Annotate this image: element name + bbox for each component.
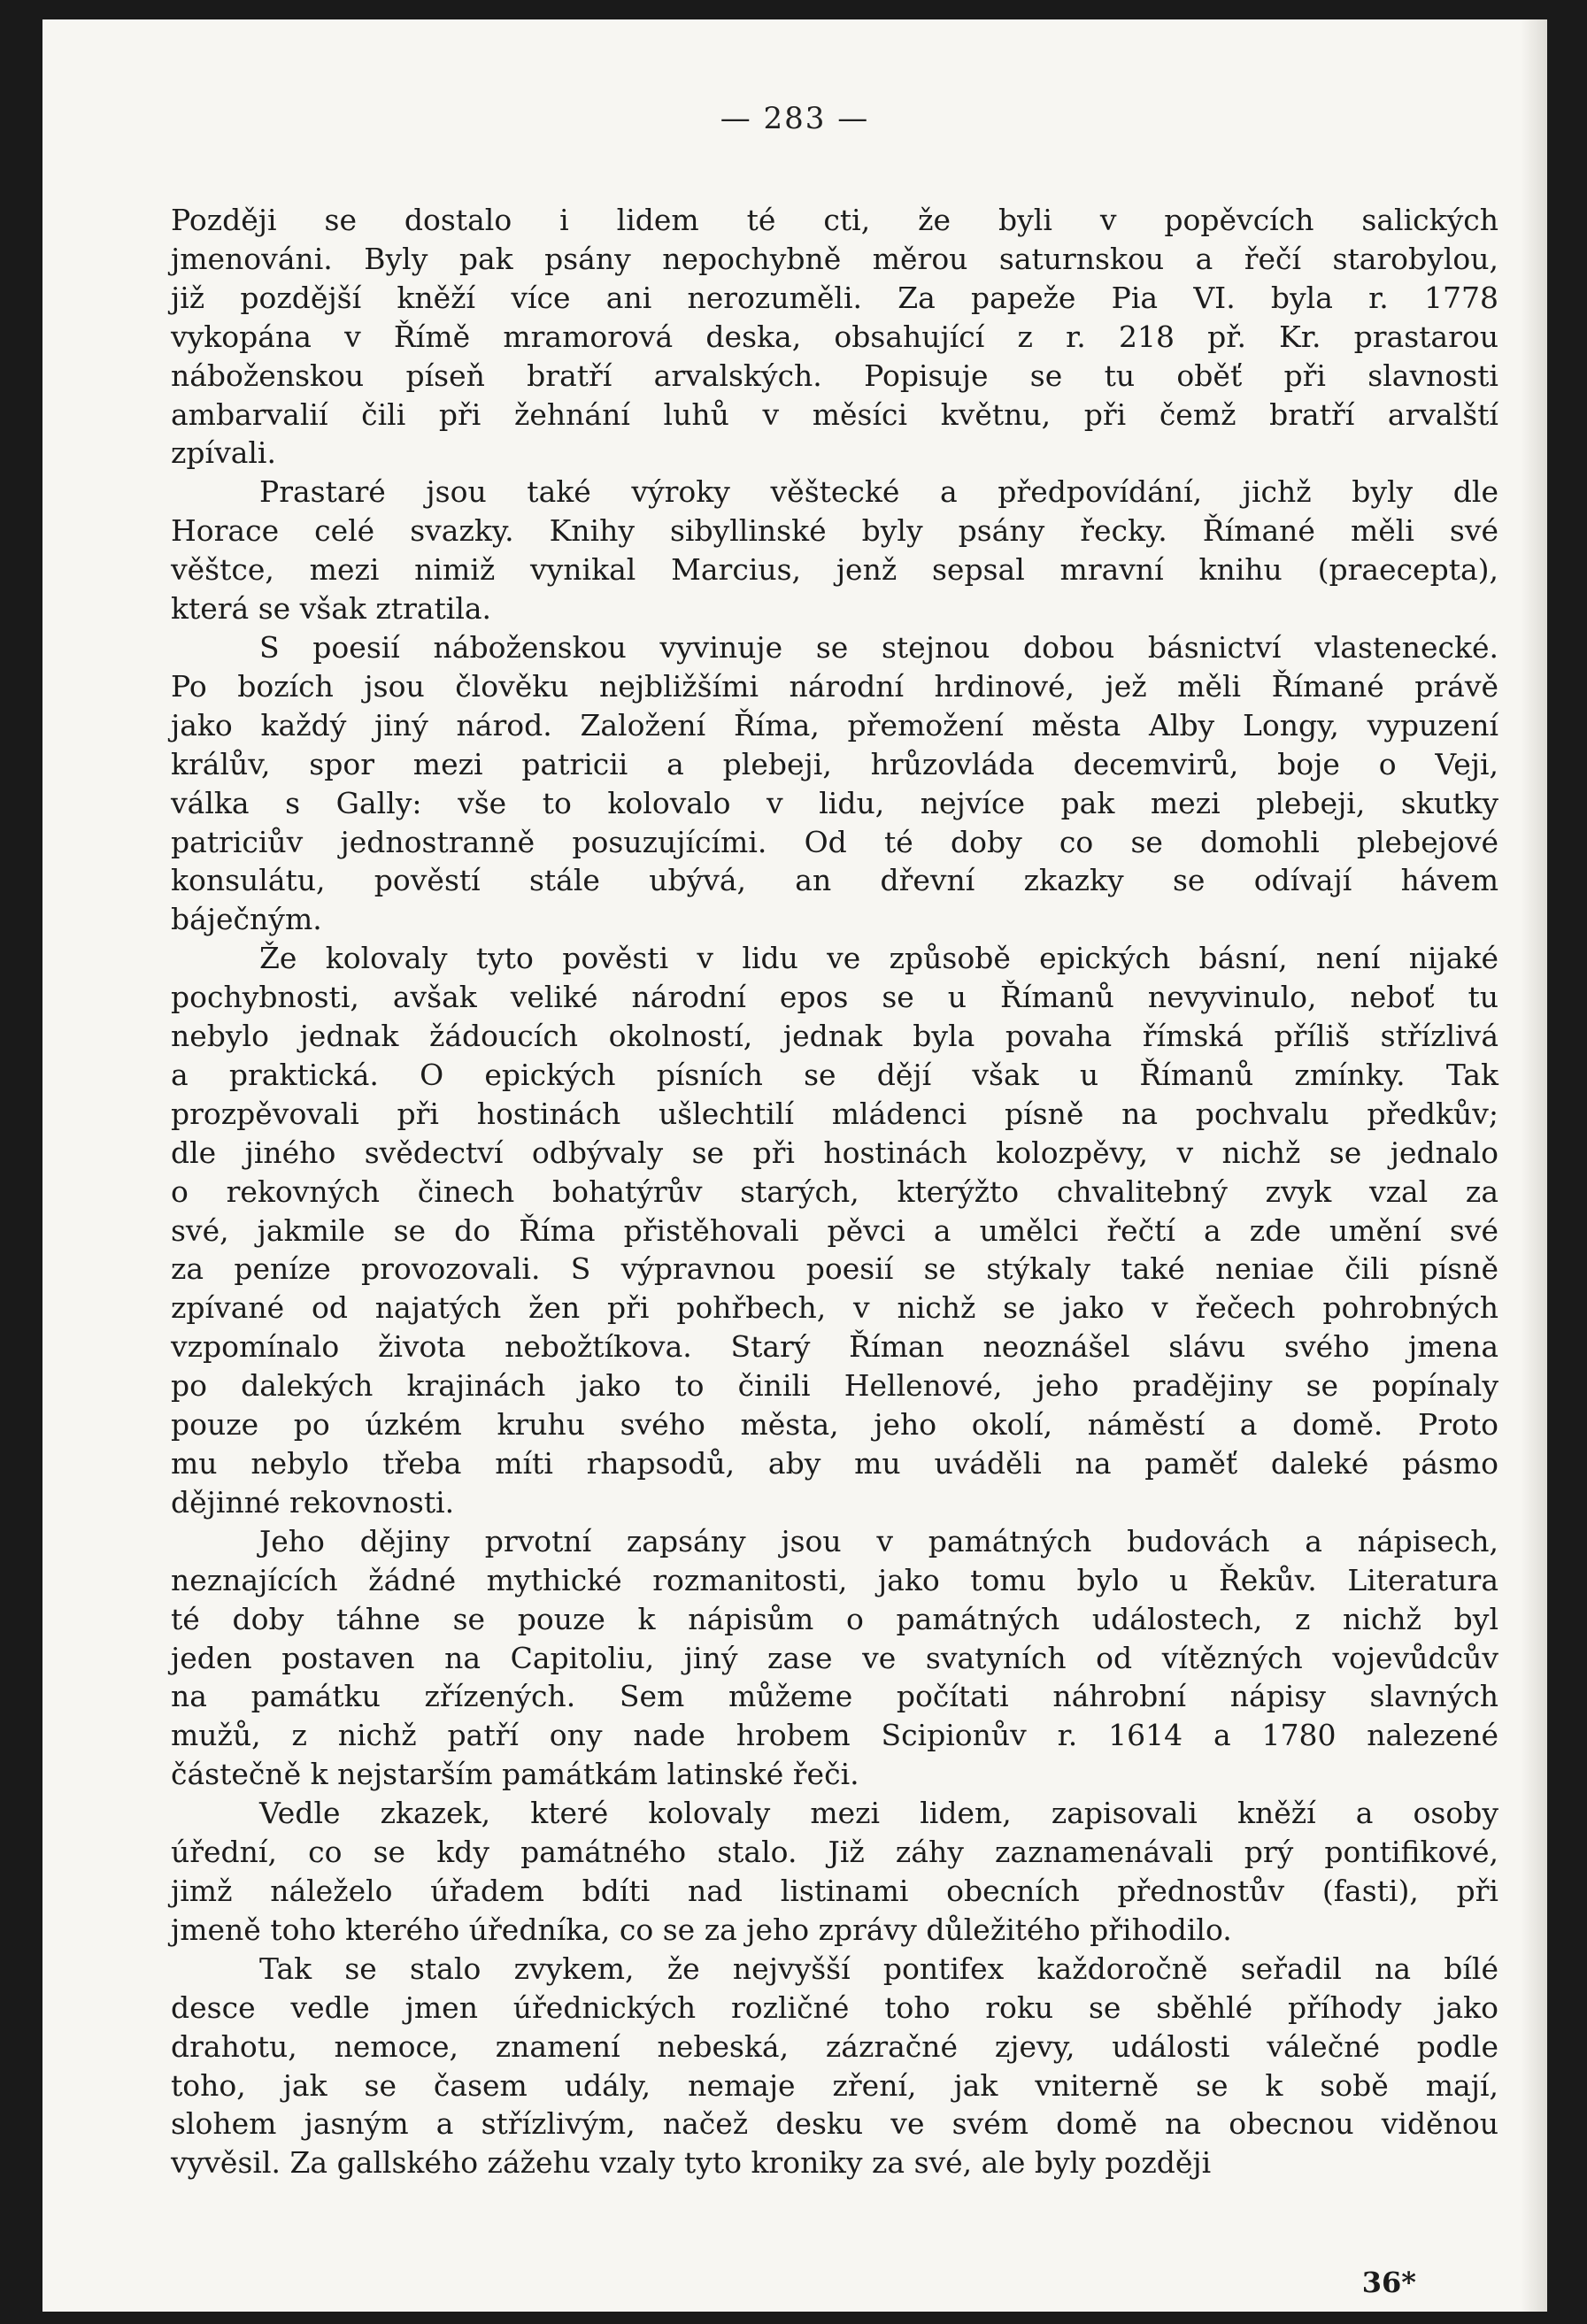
text-line: drahotu, nemoce, znamení nebeská, zázračné zjevy, události válečné podle (171, 2028, 1498, 2064)
text-line: báječným. (171, 902, 322, 937)
text-line: zpívali. (171, 435, 276, 471)
text-line: o rekovných činech bohatýrův starých, kterýžto chvalitebný zvyk vzal za (171, 1174, 1498, 1209)
text-line: vzpomínalo života nebožtíkova. Starý Říman neoznášel slávu svého jmena (171, 1329, 1498, 1365)
text-line: jeden postaven na Capitoliu, jiný zase ve svatyních od vítězných vojevůdcův (171, 1640, 1498, 1675)
paragraph (171, 939, 1498, 1522)
text-line: patriciův jednostranně posuzujícími. Od té doby co se domohli plebejové (171, 824, 1498, 859)
text-line: Prastaré jsou také výroky věštecké a předpovídání, jichž byly dle (259, 474, 1498, 510)
text-line: Později se dostalo i lidem té cti, že byli v popěvcích salických (171, 203, 1498, 237)
paragraph (171, 628, 1498, 939)
text-line: náboženskou píseň bratří arvalských. Popisuje se tu oběť při slavnosti (171, 358, 1498, 393)
text-line: vyvěsil. Za gallského zážehu vzaly tyto kroniky za své, ale byly později (171, 2145, 1212, 2181)
text-line: která se však ztratila. (171, 591, 492, 627)
signature-mark: 36* (1361, 2266, 1416, 2299)
text-line: pouze po úzkém kruhu svého města, jeho okolí, náměstí a domě. Proto (171, 1407, 1498, 1443)
text-line: té doby táhne se pouze k nápisům o památných událostech, z nichž byl (171, 1601, 1498, 1636)
text-line: zpívané od najatých žen při pohřbech, v nichž se jako v řečech pohrobných (171, 1290, 1498, 1326)
paragraph (171, 1794, 1498, 1950)
text-line: jako každý jiný národ. Založení Říma, přemožení města Alby Longy, vypuzení (171, 707, 1498, 743)
text-line: konsulátu, pověstí stále ubývá, an dřevní zkazky se odívají hávem (171, 863, 1498, 898)
text-line: věštce, mezi nimiž vynikal Marcius, jenž sepsal mravní knihu (praecepta), (171, 552, 1498, 588)
text-line: dějinné rekovnosti. (171, 1484, 455, 1520)
text-line: mu nebylo třeba míti rhapsodů, aby mu uváděli na paměť daleké pásmo (171, 1446, 1498, 1481)
paragraph (171, 473, 1498, 628)
text-line: za peníze provozovali. S výpravnou poesií se stýkaly také neniae čili písně (171, 1251, 1498, 1287)
text-line: již pozdější kněží více ani nerozuměli. Za papeže Pia VI. byla r. 1778 (171, 280, 1498, 315)
text-line: a praktická. O epických písních se dějí však u Římanů zmínky. Tak (171, 1057, 1498, 1092)
text-line: Po bozích jsou člověku nejbližšími národní hrdinové, jež měli Římané právě (171, 668, 1498, 704)
paragraph (171, 201, 1498, 473)
page-edge-shadow (1521, 19, 1547, 2312)
book-page (42, 19, 1547, 2312)
page-number: — 283 — (720, 101, 870, 136)
paragraph (171, 1950, 1498, 2182)
text-line: prozpěvovali při hostinách ušlechtilí mládenci písně na pochvalu předkův; (171, 1096, 1498, 1131)
text-line: své, jakmile se do Říma přistěhovali pěvci a umělci řečtí a zde umění své (171, 1212, 1498, 1248)
paragraph (171, 1522, 1498, 1794)
text-line: částečně k nejstarším památkám latinské řeči. (171, 1757, 859, 1792)
text-line: na památku zřízených. Sem můžeme počítati náhrobní nápisy slavných (171, 1679, 1498, 1714)
text-line: S poesií náboženskou vyvinuje se stejnou dobou básnictví vlastenecké. (259, 629, 1498, 665)
text-line: neznajících žádné mythické rozmanitosti, jako tomu bylo u Řekův. Literatura (171, 1562, 1498, 1597)
text-line: Jeho dějiny prvotní zapsány jsou v památných budovách a nápisech, (259, 1523, 1498, 1558)
text-line: králův, spor mezi patricii a plebeji, hrůzovláda decemvirů, boje o Veji, (171, 746, 1498, 781)
text-line: mužů, z nichž patří ony nade hrobem Scipionův r. 1614 a 1780 nalezené (171, 1718, 1498, 1753)
text-line: Tak se stalo zvykem, že nejvyšší pontifex každoročně seřadil na bílé (259, 1951, 1498, 1986)
text-line: toho, jak se časem udály, nemaje zření, jak vniterně se k sobě mají, (171, 2067, 1498, 2103)
text-line: Vedle zkazek, které kolovaly mezi lidem, zapisovali kněží a osoby (259, 1796, 1498, 1831)
text-line: ambarvalií čili při žehnání luhů v měsíci květnu, při čemž bratří arvalští (171, 396, 1498, 432)
text-line: po dalekých krajinách jako to činili Hellenové, jeho pradějiny se popínaly (171, 1368, 1498, 1404)
text-line: jmeně toho kterého úředníka, co se za jeho zprávy důležitého přihodilo. (171, 1912, 1232, 1947)
text-line: desce vedle jmen úřednických rozličné toho roku se sběhlé příhody jako (171, 1989, 1498, 2025)
text-line: pochybnosti, avšak veliké národní epos se u Římanů nevyvinulo, neboť tu (171, 980, 1498, 1015)
text-line: nebylo jednak žádoucích okolností, jednak byla povaha římská příliš střízlivá (171, 1019, 1498, 1054)
text-line: Že kolovaly tyto pověsti v lidu ve způsobě epických básní, není nijaké (259, 941, 1498, 976)
text-line: válka s Gally: vše to kolovalo v lidu, nejvíce pak mezi plebeji, skutky (171, 785, 1498, 820)
text-line: jmenováni. Byly pak psány nepochybně měrou saturnskou a řečí starobylou, (171, 241, 1498, 276)
body-text (171, 201, 1498, 2182)
text-line: slohem jasným a střízlivým, načež desku ve svém domě na obecnou viděnou (171, 2106, 1498, 2142)
text-line: Horace celé svazky. Knihy sibyllinské byly psány řecky. Římané měli své (171, 513, 1498, 549)
text-line: jimž náleželo úřadem bdíti nad listinami obecních přednostův (fasti), při (171, 1873, 1498, 1908)
text-line: dle jiného svědectví odbývaly se při hostinách kolozpěvy, v nichž se jednalo (171, 1135, 1498, 1170)
text-line: vykopána v Římě mramorová deska, obsahující z r. 218 př. Kr. prastarou (171, 319, 1498, 354)
text-line: úřední, co se kdy památného stalo. Již záhy zaznamenávali prý pontifikové, (171, 1835, 1498, 1870)
